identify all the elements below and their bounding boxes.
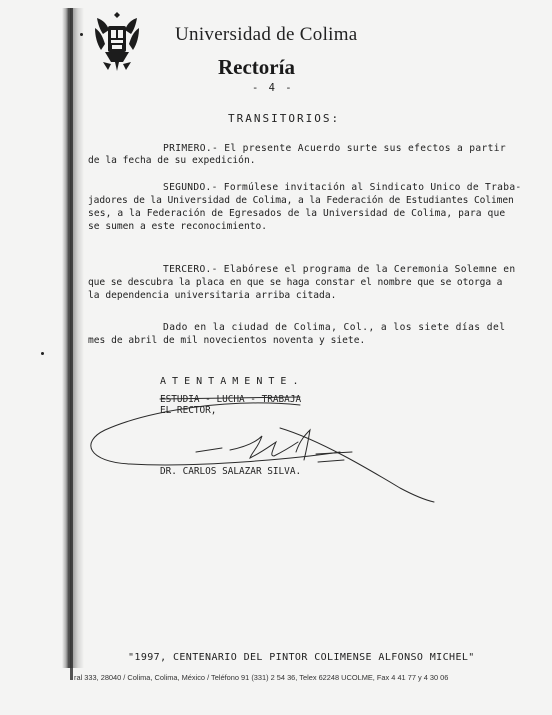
text-line: se sumen a este reconocimiento. <box>88 221 268 232</box>
text-line: mes de abril de mil novecientos noventa y siete. <box>88 335 366 346</box>
signatory-name: DR. CARLOS SALAZAR SILVA. <box>160 466 302 477</box>
text-line: Dado en la ciudad de Colima, Col., a los siete días del <box>163 322 506 333</box>
footer-slogan: "1997, CENTENARIO DEL PINTOR COLIMENSE ALFONSO MICHEL" <box>128 652 475 663</box>
university-name: Universidad de Colima <box>175 24 358 45</box>
speck <box>41 352 44 355</box>
section-title: TRANSITORIOS: <box>228 112 341 125</box>
footer-address: ral 333, 28040 / Colima, Colima, México / Teléfono 91 (331) 2 54 36, Telex 62248 UCOLME, Fax 4 41 77 y 4 30 06 <box>74 673 449 682</box>
text-line: PRIMERO.- El presente Acuerdo surte sus efectos a partir <box>163 143 507 154</box>
text-line: ses, a la Federación de Egresados de la Universidad de Colima, para que <box>88 208 506 219</box>
closing-motto: ESTUDIA - LUCHA - TRABAJA <box>160 394 302 405</box>
closing-role: EL RECTOR, <box>160 405 217 416</box>
text-line: SEGUNDO.- Formúlese invitación al Sindicato Unico de Traba- <box>163 182 522 193</box>
closing-greeting: A T E N T A M E N T E . <box>160 376 299 387</box>
university-crest-logo <box>93 10 141 72</box>
text-line: TERCERO.- Elabórese el programa de la Ceremonia Solemne en <box>163 264 516 275</box>
binding-shadow <box>62 8 84 668</box>
office-title: Rectoría <box>218 55 295 79</box>
binding-edge <box>70 8 73 680</box>
text-line: de la fecha de su expedición. <box>88 155 256 166</box>
text-line: jadores de la Universidad de Colima, a la Federación de Estudiantes Colimen <box>88 195 514 206</box>
text-line: la dependencia universitaria arriba citada. <box>88 290 337 301</box>
page-number: - 4 - <box>252 82 294 94</box>
speck <box>80 33 83 36</box>
text-line: que se descubra la placa en que se haga constar el nombre que se otorga a <box>88 277 503 288</box>
